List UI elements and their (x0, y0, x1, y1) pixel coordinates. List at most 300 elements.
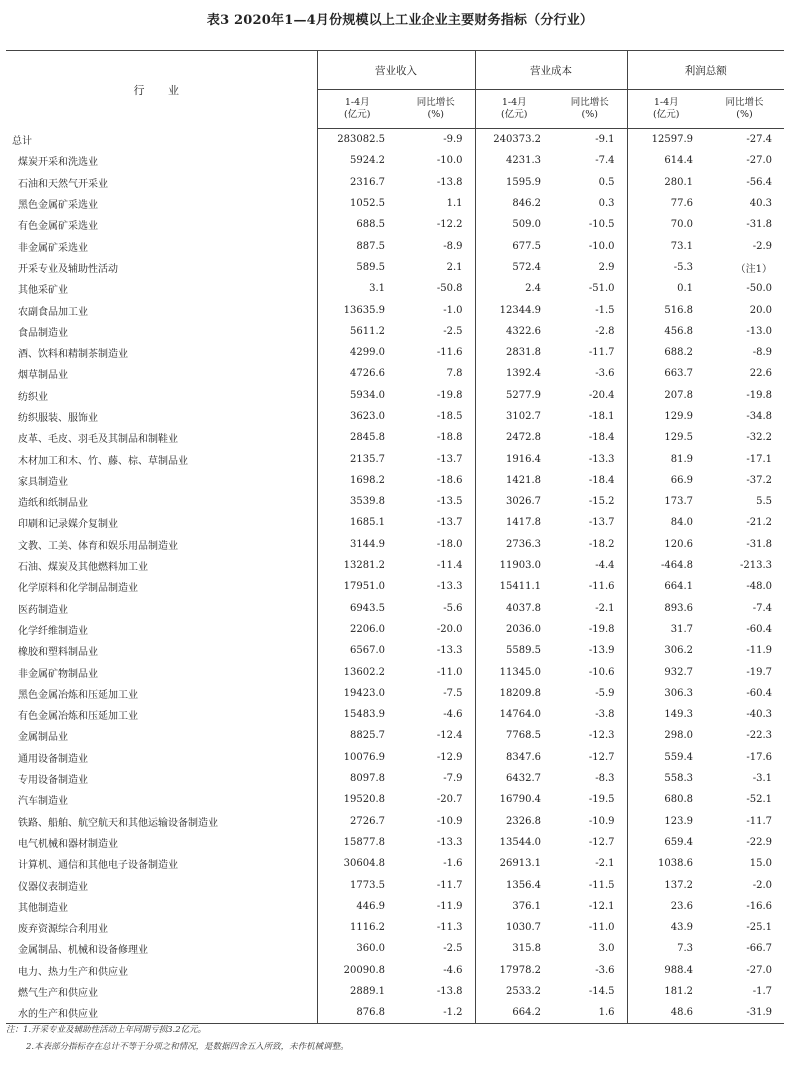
cell-rev: 876.8 (317, 1002, 397, 1024)
table-row (6, 683, 784, 704)
cell-cost: 2533.2 (506, 986, 541, 998)
cell-cost: 14764.0 (499, 709, 541, 721)
cell-cost-g: -19.8 (553, 619, 627, 640)
table-row (6, 938, 784, 959)
industry-name: 酒、饮料和精制茶制造业 (6, 342, 317, 363)
cell-rev-g: -13.7 (397, 448, 475, 469)
table-row (6, 491, 784, 512)
cell-rev: 4726.6 (350, 368, 385, 380)
cell-rev: 1698.2 (350, 474, 385, 486)
cell-rev: 13635.9 (343, 304, 385, 316)
cell-profit-g: -1.7 (752, 986, 772, 998)
cell-rev-g: -2.5 (397, 938, 475, 959)
cell-rev: 4299.0 (350, 347, 385, 359)
cell-cost: 17978.2 (499, 964, 541, 976)
cell-profit-g: -32.2 (746, 432, 772, 444)
cell-cost-g: -12.7 (553, 747, 627, 768)
cell-profit-g: -34.8 (746, 411, 772, 422)
table-title: 表3 2020年1—4月份规模以上工业企业主要财务指标（分行业） (206, 13, 594, 28)
footnote: 注：1.开采专业及辅助性活动上年同期亏损3.2亿元。 (6, 1025, 207, 1035)
cell-rev: 360.0 (356, 943, 385, 955)
cell-rev-g: -12.2 (397, 214, 475, 235)
industry-name: 燃气生产和供应业 (6, 981, 317, 1002)
cell-cost-g: -2.8 (553, 321, 627, 342)
cell-cost-g: 0.5 (553, 172, 627, 193)
table-row (6, 257, 784, 278)
cell-cost-g: -3.6 (553, 960, 627, 981)
industry-name: 其他制造业 (6, 896, 317, 917)
cell-profit-g: -27.0 (746, 964, 772, 976)
table-row (6, 981, 784, 1002)
cell-cost-g: -7.4 (553, 150, 627, 171)
profit-header: 利润总额 (627, 51, 784, 90)
cell-rev: 19423.0 (343, 687, 385, 699)
cell-cost: 1030.7 (506, 922, 541, 934)
sub-header: 同比增长 (%) (397, 90, 475, 129)
industry-name: 有色金属冶炼和压延加工业 (6, 704, 317, 725)
industry-name: 煤炭开采和洗选业 (6, 150, 317, 171)
industry-name: 非金属矿物制品业 (6, 661, 317, 682)
industry-name: 医药制造业 (6, 598, 317, 619)
cell-profit: 66.9 (670, 474, 693, 486)
cell-cost-g: 3.0 (553, 938, 627, 959)
industry-name: 专用设备制造业 (6, 768, 317, 789)
industry-name: 石油和天然气开采业 (6, 172, 317, 193)
cell-cost-g: -5.9 (553, 683, 627, 704)
cell-rev-g: -11.7 (397, 874, 475, 895)
cell-cost-g: -10.9 (553, 811, 627, 832)
cell-rev: 2316.7 (350, 176, 385, 188)
table-row (6, 896, 784, 917)
table-row (6, 321, 784, 342)
cell-profit-g: 15.0 (749, 858, 772, 870)
industry-name: 黑色金属矿采选业 (6, 193, 317, 214)
cell-cost-g: -3.6 (553, 363, 627, 384)
cell-rev-g: -1.6 (397, 853, 475, 874)
industry-name: 印刷和记录媒介复制业 (6, 512, 317, 533)
cell-profit-g: -21.2 (746, 517, 772, 529)
cell-profit-g: -37.2 (746, 474, 772, 486)
industry-name: 通用设备制造业 (6, 747, 317, 768)
cell-cost-g: -2.1 (553, 853, 627, 874)
cell-profit-g: -50.0 (746, 283, 772, 295)
cell-cost: 1916.4 (506, 453, 541, 465)
table-row (6, 960, 784, 981)
cell-rev-g: 7.8 (397, 363, 475, 384)
cell-profit-g: -22.9 (746, 836, 772, 848)
cell-profit: 81.9 (670, 453, 693, 465)
cell-rev-g: -13.3 (397, 640, 475, 661)
cell-rev-g: -12.9 (397, 747, 475, 768)
cell-cost: 509.0 (512, 219, 541, 231)
industry-name: 纺织业 (6, 385, 317, 406)
cell-rev-g: -13.3 (397, 576, 475, 597)
sub-header: 同比增长 (%) (553, 90, 627, 129)
cell-cost-g: -12.1 (553, 896, 627, 917)
table-row (6, 172, 784, 193)
industry-name: 皮革、毛皮、羽毛及其制品和制鞋业 (6, 427, 317, 448)
cell-rev-g: -50.8 (397, 278, 475, 299)
industry-name: 造纸和纸制品业 (6, 491, 317, 512)
cell-profit: -464.8 (660, 560, 693, 572)
cell-profit: 988.4 (664, 964, 693, 976)
cell-profit: 12597.9 (651, 134, 693, 146)
cell-cost-g: -10.6 (553, 661, 627, 682)
cell-cost: 4037.8 (506, 602, 541, 614)
cell-profit: 207.8 (664, 389, 693, 401)
table-row (6, 406, 784, 427)
industry-name: 烟草制品业 (6, 363, 317, 384)
cell-cost: 2036.0 (506, 623, 541, 635)
cell-profit-g: -27.0 (746, 155, 772, 167)
cell-cost: 16790.4 (499, 794, 541, 806)
industry-name: 化学纤维制造业 (6, 619, 317, 640)
table-row (6, 598, 784, 619)
cell-cost: 6432.7 (506, 773, 541, 785)
cell-rev-g: -18.6 (397, 470, 475, 491)
table-row (6, 704, 784, 725)
cell-cost: 3026.7 (506, 496, 541, 508)
cell-profit: -5.3 (673, 261, 693, 273)
cell-cost: 5589.5 (506, 645, 541, 657)
cell-rev-g: -11.4 (397, 555, 475, 576)
cell-cost: 18209.8 (499, 687, 541, 699)
table-row (6, 789, 784, 810)
cell-profit-g: -3.1 (752, 773, 772, 785)
cell-rev-g: -5.6 (397, 598, 475, 619)
cell-cost: 1421.8 (506, 474, 541, 486)
table-row (6, 448, 784, 469)
cell-cost: 677.5 (512, 240, 541, 252)
cell-cost-g: -9.1 (553, 129, 627, 151)
cell-cost-g: -18.4 (553, 427, 627, 448)
table-row (6, 661, 784, 682)
cell-rev-g: -7.9 (397, 768, 475, 789)
cell-profit-g: -213.3 (739, 560, 772, 572)
cell-cost-g: 1.6 (553, 1002, 627, 1024)
industry-name: 仪器仪表制造业 (6, 874, 317, 895)
cell-rev: 1773.5 (350, 879, 385, 891)
cell-cost: 2472.8 (506, 432, 541, 444)
cell-cost-g: -11.7 (553, 342, 627, 363)
cell-profit: 73.1 (670, 240, 693, 252)
cell-profit: 84.0 (670, 517, 693, 529)
cell-rev-g: -8.9 (397, 235, 475, 256)
cell-profit: 659.4 (664, 836, 693, 848)
cell-profit: 932.7 (664, 666, 693, 678)
cell-cost: 315.8 (512, 943, 541, 955)
cell-cost: 12344.9 (499, 304, 541, 316)
cell-profit-g: -48.0 (746, 581, 772, 593)
cell-profit: 559.4 (664, 751, 693, 763)
cell-cost-g: -4.4 (553, 555, 627, 576)
cell-cost-g: -13.7 (553, 512, 627, 533)
cell-cost-g: -12.3 (553, 725, 627, 746)
cell-profit: 48.6 (627, 1002, 705, 1024)
cell-profit: 77.6 (670, 198, 693, 210)
cell-rev-g: -20.7 (397, 789, 475, 810)
table-row (6, 342, 784, 363)
cell-profit: 614.4 (664, 155, 693, 167)
cell-rev-g: -2.5 (397, 321, 475, 342)
cell-cost-g: -11.5 (553, 874, 627, 895)
cell-cost-g: 2.9 (553, 257, 627, 278)
cell-cost: 240373.2 (493, 134, 541, 146)
cell-profit-g: -17.1 (746, 453, 772, 465)
industry-name: 家具制造业 (6, 470, 317, 491)
cell-profit: 664.1 (664, 581, 693, 593)
cell-rev: 2845.8 (350, 432, 385, 444)
cell-rev: 446.9 (356, 900, 385, 912)
cell-profit-g: -60.4 (746, 687, 772, 699)
cell-profit-g: -11.7 (746, 815, 772, 827)
cell-rev: 6943.5 (350, 602, 385, 614)
cell-cost-g: -12.7 (553, 832, 627, 853)
sub-header: 同比增长 (%) (705, 90, 784, 129)
cell-cost-g: -20.4 (553, 385, 627, 406)
cell-profit: 120.6 (664, 538, 693, 550)
cell-profit-g: -31.8 (746, 219, 772, 231)
cell-profit: 680.8 (664, 794, 693, 806)
cell-profit-g: -2.0 (752, 879, 772, 891)
cell-rev: 2135.7 (350, 453, 385, 465)
cell-rev-g: -19.8 (397, 385, 475, 406)
sub-header: 1-4月 (亿元) (475, 90, 553, 129)
table-row (6, 811, 784, 832)
cell-cost-g: -13.3 (553, 448, 627, 469)
table-row (6, 385, 784, 406)
cell-cost-g: -18.2 (553, 534, 627, 555)
table-row (6, 512, 784, 533)
table-row (6, 235, 784, 256)
cell-cost: 2831.8 (506, 347, 541, 359)
cell-rev: 30604.8 (343, 858, 385, 870)
cell-cost-g: -18.1 (553, 406, 627, 427)
cell-profit-g: -40.3 (746, 709, 772, 721)
cell-rev: 1052.5 (350, 198, 385, 210)
cell-rev-g: 2.1 (397, 257, 475, 278)
cell-profit: 1038.6 (658, 858, 693, 870)
cell-profit-g: -2.9 (752, 240, 772, 252)
table-row (6, 853, 784, 874)
cell-rev-g: -18.5 (397, 406, 475, 427)
cell-cost-g: -18.4 (553, 470, 627, 491)
table-row (6, 725, 784, 746)
cell-rev: 589.5 (356, 261, 385, 273)
cell-cost: 8347.6 (506, 751, 541, 763)
cell-cost: 846.2 (512, 198, 541, 210)
cell-profit: 7.3 (677, 943, 693, 955)
table-row (6, 193, 784, 214)
sub-header: 1-4月 (亿元) (317, 90, 397, 129)
cell-rev: 15483.9 (343, 709, 385, 721)
cell-rev: 5934.0 (350, 389, 385, 401)
cell-rev-g: -20.0 (397, 619, 475, 640)
financial-table (6, 50, 784, 1024)
cell-rev-g: -13.8 (397, 172, 475, 193)
cell-rev: 19520.8 (343, 794, 385, 806)
cell-rev: 13281.2 (343, 560, 385, 572)
cell-rev-g: -1.0 (397, 299, 475, 320)
industry-name: 计算机、通信和其他电子设备制造业 (6, 853, 317, 874)
cell-rev-g: -4.6 (397, 960, 475, 981)
cell-cost: 2.4 (525, 283, 541, 295)
industry-name: 纺织服装、服饰业 (6, 406, 317, 427)
cell-cost-g: -10.0 (553, 235, 627, 256)
industry-name: 橡胶和塑料制品业 (6, 640, 317, 661)
industry-name: 木材加工和木、竹、藤、棕、草制品业 (6, 448, 317, 469)
cell-rev: 13602.2 (343, 666, 385, 678)
cell-rev-g: -11.9 (397, 896, 475, 917)
cell-profit-g: -19.7 (746, 666, 772, 678)
cell-rev-g: 1.1 (397, 193, 475, 214)
cell-rev: 20090.8 (343, 964, 385, 976)
cell-profit-g: -66.7 (746, 943, 772, 955)
industry-name: 金属制品、机械和设备修理业 (6, 938, 317, 959)
cell-profit: 306.3 (664, 687, 693, 699)
cell-rev-g: -10.0 (397, 150, 475, 171)
cell-cost: 4322.6 (506, 325, 541, 337)
cell-rev: 10076.9 (343, 751, 385, 763)
cell-profit-g: -17.6 (746, 751, 772, 763)
cell-profit-g: -60.4 (746, 623, 772, 635)
cell-profit: 516.8 (664, 304, 693, 316)
cell-profit-g: -19.8 (746, 389, 772, 401)
cell-profit-g: -13.0 (746, 325, 772, 337)
cell-profit-g: -16.6 (746, 900, 772, 912)
cell-rev-g: -11.3 (397, 917, 475, 938)
cell-profit: 149.3 (664, 709, 693, 721)
cell-cost: 376.1 (512, 900, 541, 912)
cell-cost: 1417.8 (506, 517, 541, 529)
cell-profit: 173.7 (664, 496, 693, 508)
industry-name: 电力、热力生产和供应业 (6, 960, 317, 981)
cell-cost: 2326.8 (506, 815, 541, 827)
table-body (6, 129, 784, 1024)
cell-profit-g: -8.9 (752, 347, 772, 359)
cell-profit: 123.9 (664, 815, 693, 827)
cell-cost-g: 0.3 (553, 193, 627, 214)
table-row (6, 129, 784, 151)
cell-profit-g: -56.4 (746, 176, 772, 188)
cell-cost: 3102.7 (506, 411, 541, 422)
cell-cost: 7768.5 (506, 730, 541, 742)
cell-cost-g: -11.6 (553, 576, 627, 597)
cell-rev-g: -11.6 (397, 342, 475, 363)
industry-name: 总计 (6, 129, 317, 151)
cell-cost: 13544.0 (499, 836, 541, 848)
cell-profit-g: -22.3 (746, 730, 772, 742)
table-row (6, 1002, 784, 1024)
cell-rev: 2889.1 (350, 986, 385, 998)
cell-cost: 1356.4 (506, 879, 541, 891)
industry-name: 电气机械和器材制造业 (6, 832, 317, 853)
cell-cost: 664.2 (475, 1002, 553, 1024)
industry-name: 有色金属矿采选业 (6, 214, 317, 235)
cell-rev-g: -13.7 (397, 512, 475, 533)
table-row (6, 150, 784, 171)
cell-profit: 129.9 (664, 411, 693, 422)
table-row (6, 832, 784, 853)
cell-rev-g: -18.0 (397, 534, 475, 555)
industry-name: 铁路、船舶、航空航天和其他运输设备制造业 (6, 811, 317, 832)
footnote: 2.本表部分指标存在总计不等于分项之和情况，是数据四舍五入所致，未作机械调整。 (26, 1042, 349, 1052)
table-row (6, 874, 784, 895)
cell-rev: 5611.2 (350, 325, 385, 337)
industry-name: 汽车制造业 (6, 789, 317, 810)
cell-profit-g: （注1） (735, 263, 772, 275)
cell-profit-g: -31.8 (746, 538, 772, 550)
table-row (6, 278, 784, 299)
table-row (6, 555, 784, 576)
cell-rev-g: -7.5 (397, 683, 475, 704)
cell-profit: 298.0 (664, 730, 693, 742)
cell-profit-g: -25.1 (746, 922, 772, 934)
cell-rev: 3623.0 (350, 411, 385, 422)
cell-profit: 31.7 (670, 623, 693, 635)
cell-rev: 15877.8 (343, 836, 385, 848)
cost-header: 营业成本 (475, 51, 627, 90)
cell-rev-g: -13.8 (397, 981, 475, 1002)
cell-cost: 15411.1 (499, 581, 541, 593)
cell-rev: 3539.8 (350, 496, 385, 508)
table-row (6, 299, 784, 320)
cell-rev: 5924.2 (350, 155, 385, 167)
cell-rev-g: -18.8 (397, 427, 475, 448)
cell-rev: 3.1 (369, 283, 385, 295)
table-row (6, 576, 784, 597)
industry-name: 石油、煤炭及其他燃料加工业 (6, 555, 317, 576)
industry-name: 农副食品加工业 (6, 299, 317, 320)
table-row (6, 534, 784, 555)
cell-profit: 456.8 (664, 325, 693, 337)
industry-name: 废弃资源综合利用业 (6, 917, 317, 938)
cell-cost-g: -3.8 (553, 704, 627, 725)
cell-cost-g: -14.5 (553, 981, 627, 1002)
cell-profit: 181.2 (664, 986, 693, 998)
cell-rev: 1685.1 (350, 517, 385, 529)
cell-rev: 3144.9 (350, 538, 385, 550)
cell-profit: 663.7 (664, 368, 693, 380)
cell-profit: 688.2 (664, 347, 693, 359)
table-row (6, 470, 784, 491)
industry-name: 金属制品业 (6, 725, 317, 746)
cell-rev: 17951.0 (343, 581, 385, 593)
cell-profit: 306.2 (664, 645, 693, 657)
cell-cost-g: -51.0 (553, 278, 627, 299)
cell-rev: 887.5 (356, 240, 385, 252)
cell-rev-g: -4.6 (397, 704, 475, 725)
industry-header: 行 业 (6, 51, 317, 129)
cell-profit-g: -27.4 (746, 134, 772, 146)
cell-profit-g: -7.4 (752, 602, 772, 614)
cell-profit: 558.3 (664, 773, 693, 785)
cell-cost-g: -13.9 (553, 640, 627, 661)
cell-profit-g: 40.3 (749, 198, 772, 210)
footnotes (6, 1022, 786, 1056)
industry-name: 黑色金属冶炼和压延加工业 (6, 683, 317, 704)
cell-profit-g: 22.6 (749, 368, 772, 380)
industry-name: 水的生产和供应业 (6, 1002, 317, 1024)
cell-rev-g: -13.5 (397, 491, 475, 512)
cell-cost: 11903.0 (499, 560, 541, 572)
cell-profit-g: 5.5 (756, 496, 772, 508)
cell-cost: 4231.3 (506, 155, 541, 167)
cell-rev: 283082.5 (337, 134, 385, 146)
table-row (6, 917, 784, 938)
cell-profit: 280.1 (664, 176, 693, 188)
cell-profit-g: -11.9 (746, 645, 772, 657)
